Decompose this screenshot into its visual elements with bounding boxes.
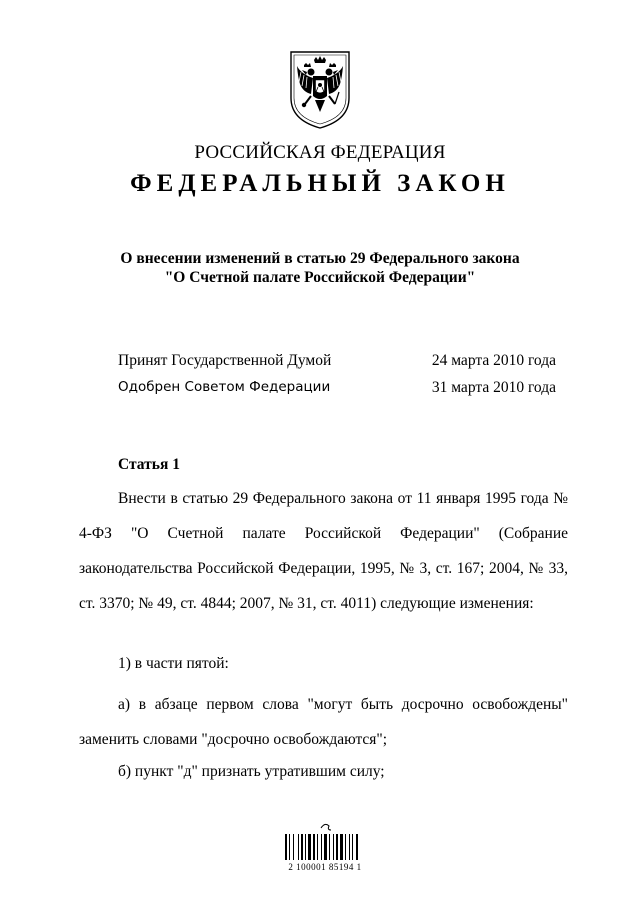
- law-title-line-2: "О Счетной палате Российской Федерации": [164, 269, 476, 286]
- item-b: б) пункт "д" признать утратившим силу;: [118, 763, 385, 780]
- law-title-line-1: О внесении изменений в статью 29 Федерального закона: [120, 250, 520, 267]
- duma-adoption-row: [118, 352, 556, 370]
- council-approval-row: [118, 379, 556, 397]
- article-heading: Статья 1: [118, 456, 180, 473]
- duma-label: Принят Государственной Думой: [118, 352, 332, 369]
- council-label: Одобрен Советом Федерации: [118, 379, 331, 395]
- item-1: 1) в части пятой:: [118, 655, 229, 672]
- law-type-heading: ФЕДЕРАЛЬНЫЙ ЗАКОН: [130, 170, 510, 197]
- law-title: [60, 249, 580, 287]
- coat-of-arms-icon: [287, 48, 353, 130]
- barcode-number: 2 100001 85194 1: [288, 862, 362, 872]
- article-paragraph: Внести в статью 29 Федерального закона от 11 января 1995 года № 4-ФЗ "О Счетной палате Российской Федерации" (Собрание законодательства Российской Федерации, 1995, № 3, ст. 167; 2004, № 33, ст. 3370; № 49, ст. 4844; 2007, № 31, ст. 4011) следующие изменения:: [79, 490, 568, 612]
- item-a: а) в абзаце первом слова "могут быть досрочно освобождены" заменить словами "досрочно освобождаются";: [79, 696, 568, 748]
- duma-date: 24 марта 2010 года: [431, 352, 556, 369]
- barcode: [283, 822, 371, 882]
- council-date: 31 марта 2010 года: [431, 379, 556, 396]
- country-heading: РОССИЙСКАЯ ФЕДЕРАЦИЯ: [194, 142, 446, 163]
